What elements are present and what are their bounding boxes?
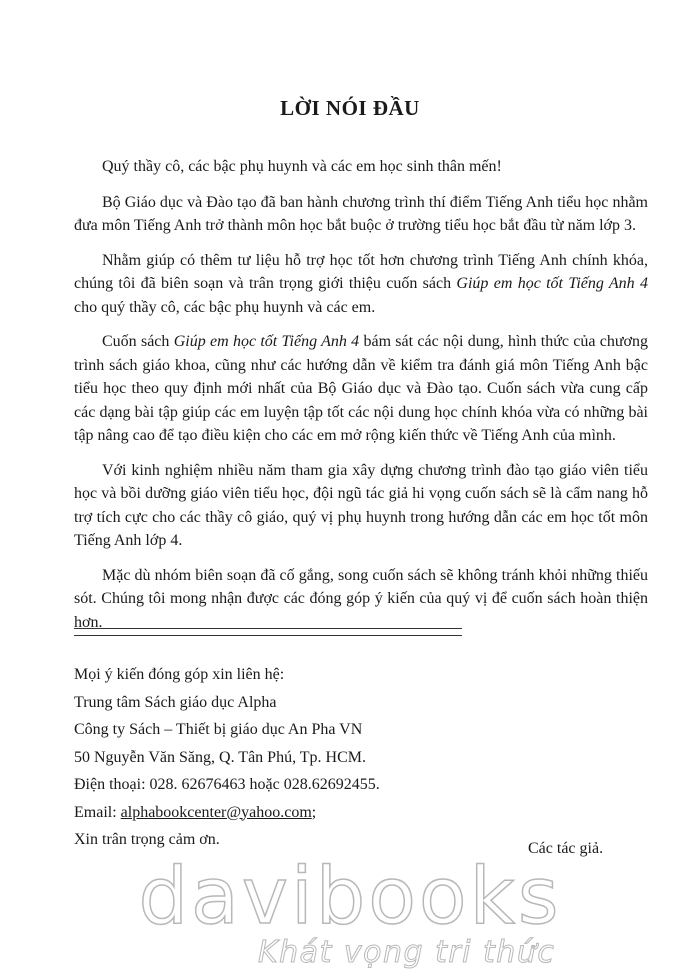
signature: Các tác giả. bbox=[528, 840, 604, 857]
double-divider bbox=[74, 628, 462, 636]
paragraph-3: Cuốn sách Giúp em học tốt Tiếng Anh 4 bám sát các nội dung, hình thức của chương trình sách giáo khoa, cũng như các hướng dẫn về kiểm tra đánh giá môn Tiếng Anh bậc tiểu học theo quy định mới nhất của Bộ Giáo dục và Đào tạo. Cuốn sách vừa cung cấp các dạng bài tập giúp các em luyện tập tốt các nội dung học chính khóa vừa có những bài tập nâng cao để tạo điều kiện cho các em mở rộng kiến thức về Tiếng Anh của mình. bbox=[74, 333, 648, 444]
page-title: LỜI NÓI ĐẦU bbox=[280, 96, 420, 120]
paragraph-4: Với kinh nghiệm nhiều năm tham gia xây dựng chương trình đào tạo giáo viên tiểu học và bồi dưỡng giáo viên tiểu học, đội ngũ tác giả hi vọng cuốn sách sẽ là cẩm nang hỗ trợ tích cực cho các thầy cô giáo, quý vị phụ huynh trong hướng dẫn các em học tốt môn Tiếng Anh lớp 4. bbox=[74, 461, 648, 549]
book-title: Giúp em học tốt Tiếng Anh 4 bbox=[173, 333, 360, 350]
body-text bbox=[74, 155, 648, 645]
book-title: Giúp em học tốt Tiếng Anh 4 bbox=[456, 275, 649, 292]
contact-intro: Mọi ý kiến đóng góp xin liên hệ: bbox=[74, 666, 285, 683]
contact-address: 50 Nguyễn Văn Săng, Q. Tân Phú, Tp. HCM. bbox=[74, 748, 366, 766]
contact-phone: Điện thoại: 028. 62676463 hoặc 028.62692455. bbox=[74, 776, 380, 793]
paragraph-1: Bộ Giáo dục và Đào tạo đã ban hành chương trình thí điểm Tiếng Anh tiểu học nhằm đưa môn Tiếng Anh trở thành môn học bắt buộc ở trường tiểu học bắt đầu từ năm lớp 3. bbox=[74, 193, 648, 234]
email-link[interactable]: alphabookcenter@yahoo.com bbox=[120, 803, 312, 821]
greeting: Quý thầy cô, các bậc phụ huynh và các em học sinh thân mến! bbox=[102, 158, 502, 175]
paragraph-2: Nhằm giúp có thêm tư liệu hỗ trợ học tốt hơn chương trình Tiếng Anh chính khóa, chúng tôi đã biên soạn và trân trọng giới thiệu cuốn sách Giúp em học tốt Tiếng Anh 4 cho quý thầy cô, các bậc phụ huynh và các em. bbox=[74, 251, 649, 316]
contact-org-1: Trung tâm Sách giáo dục Alpha bbox=[74, 693, 277, 711]
contact-org-2: Công ty Sách – Thiết bị giáo dục An Pha VN bbox=[74, 721, 363, 738]
contact-thanks: Xin trân trọng cảm ơn. bbox=[74, 831, 220, 848]
watermark-brand: davibooks bbox=[138, 852, 562, 942]
contact-block bbox=[74, 661, 380, 854]
watermark-slogan: Khát vọng tri thức bbox=[258, 935, 556, 970]
contact-email-line: Email: alphabookcenter@yahoo.com; bbox=[74, 803, 317, 821]
paragraph-5: Mặc dù nhóm biên soạn đã cố gắng, song cuốn sách sẽ không tránh khỏi những thiếu sót. Chúng tôi mong nhận được các đóng góp ý kiến của quý vị để cuốn sách hoàn thiện hơn. bbox=[74, 566, 648, 631]
